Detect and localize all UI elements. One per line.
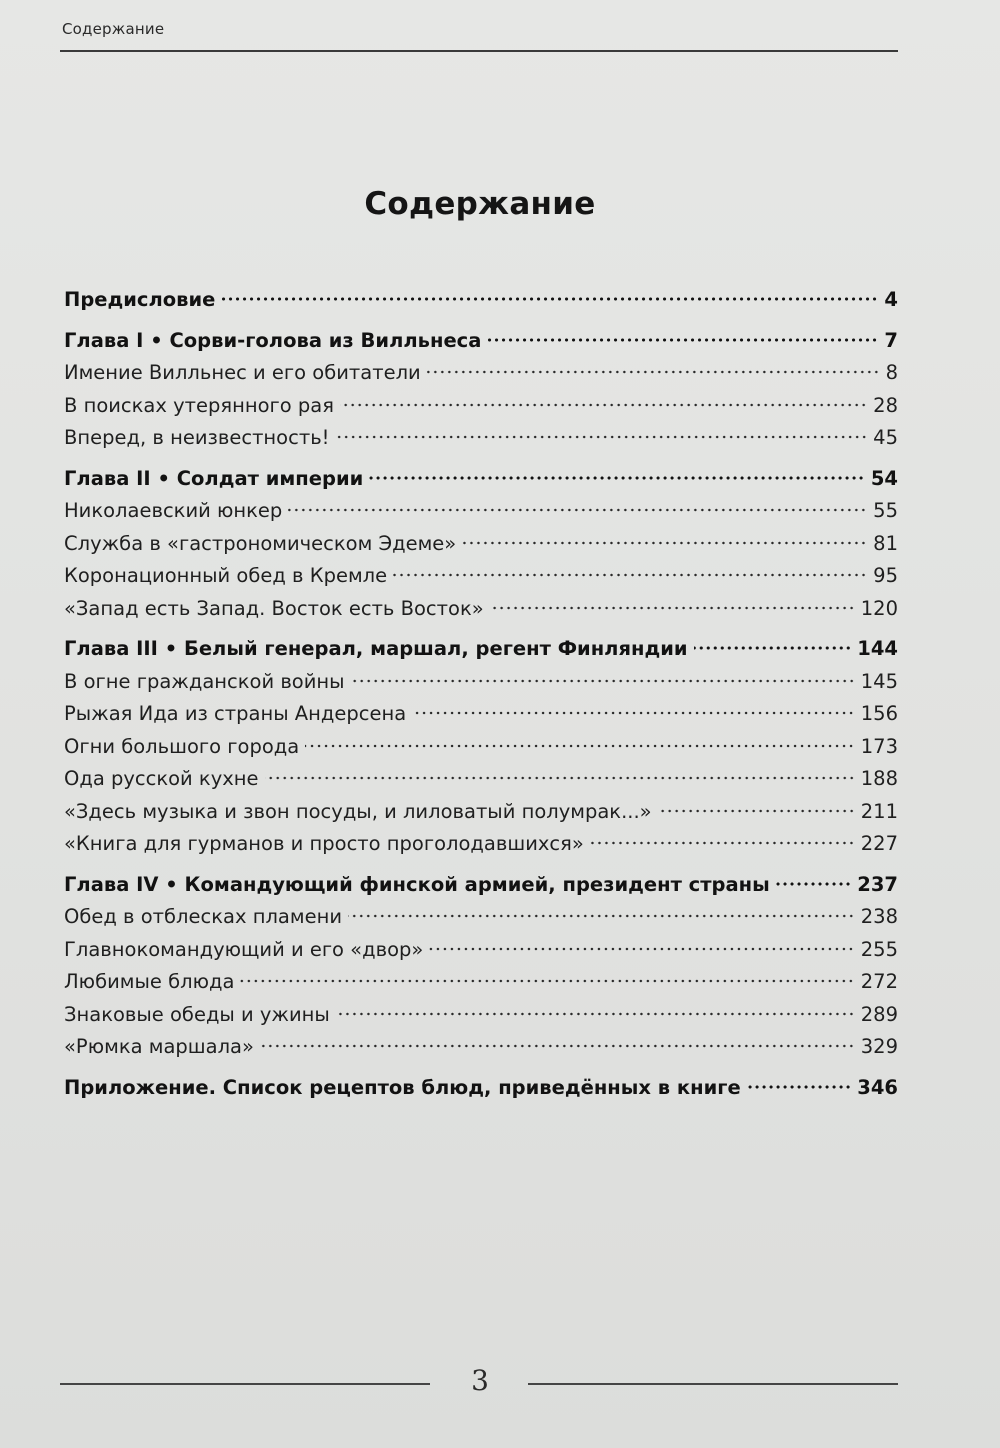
toc-chapter-entry bbox=[64, 467, 898, 500]
toc-entry-page-number: 4 bbox=[884, 288, 898, 311]
toc-section-entry bbox=[64, 702, 898, 735]
dot-leader bbox=[427, 370, 880, 374]
toc-entry-page-number: 55 bbox=[873, 499, 898, 522]
toc-entry-page-number: 227 bbox=[860, 832, 898, 855]
dot-leader bbox=[412, 711, 855, 715]
toc-entry-page-number: 145 bbox=[860, 669, 898, 693]
toc-chapter-entry bbox=[64, 329, 898, 362]
toc-entry-page-number: 272 bbox=[860, 970, 898, 993]
toc-section-entry bbox=[64, 905, 898, 938]
toc-entry-title: Коронационный обед в Кремле bbox=[64, 564, 388, 587]
toc-section-entry bbox=[64, 564, 898, 597]
toc-section-entry bbox=[64, 532, 898, 565]
dot-leader bbox=[429, 947, 854, 951]
dot-leader bbox=[776, 882, 852, 886]
toc-entry-title: «Книга для гурманов и просто проголодавшихся» bbox=[64, 832, 584, 855]
dot-leader bbox=[351, 679, 855, 683]
toc-section-entry bbox=[64, 800, 898, 833]
toc-entry-title: Глава III • Белый генерал, маршал, регент Финляндии bbox=[64, 637, 688, 660]
toc-entry-title: Приложение. Список рецептов блюд, приведённых в книге bbox=[64, 1075, 741, 1099]
toc-entry-title: Имение Вилльнес и его обитатели bbox=[64, 361, 421, 384]
toc-entry-title: Знаковые обеды и ужины bbox=[64, 1002, 330, 1026]
dot-leader bbox=[462, 541, 867, 545]
toc-entry-page-number: 289 bbox=[860, 1002, 898, 1026]
toc-entry-page-number: 255 bbox=[860, 937, 898, 961]
toc-entry-title: Рыжая Ида из страны Андерсена bbox=[64, 702, 407, 725]
toc-entry-page-number: 144 bbox=[857, 637, 898, 660]
toc-chapter-entry bbox=[64, 637, 898, 670]
toc-section-entry bbox=[64, 670, 898, 703]
dot-leader bbox=[694, 646, 852, 650]
toc-section-entry bbox=[64, 361, 898, 394]
toc-section-entry bbox=[64, 499, 898, 532]
toc-entry-title: Глава IV • Командующий финской армией, президент страны bbox=[64, 872, 770, 896]
toc-section-entry bbox=[64, 767, 898, 800]
toc-section-entry bbox=[64, 394, 898, 427]
page-number: 3 bbox=[471, 1364, 489, 1397]
toc-entry-title: Николаевский юнкер bbox=[64, 499, 283, 522]
dot-leader bbox=[260, 1044, 855, 1048]
dot-leader bbox=[487, 338, 878, 342]
dot-leader bbox=[265, 776, 855, 780]
dot-leader bbox=[305, 744, 855, 748]
toc-entry-page-number: 8 bbox=[885, 361, 898, 384]
toc-entry-title: Глава I • Сорви-голова из Вилльнеса bbox=[64, 328, 482, 352]
toc-entry-title: «Запад есть Запад. Восток есть Восток» bbox=[64, 596, 484, 620]
toc-entry-page-number: 329 bbox=[860, 1035, 898, 1058]
toc-entry-title: Главнокомандующий и его «двор» bbox=[64, 937, 424, 961]
dot-leader bbox=[336, 1012, 855, 1016]
toc-entry-title: Глава II • Солдат империи bbox=[64, 466, 364, 490]
dot-leader bbox=[288, 508, 867, 512]
toc-chapter-entry bbox=[64, 1076, 898, 1109]
toc-entry-page-number: 81 bbox=[873, 531, 898, 555]
dot-leader bbox=[490, 606, 855, 610]
toc-section-entry bbox=[64, 1003, 898, 1036]
toc-section-entry bbox=[64, 938, 898, 971]
toc-entry-title: В поисках утерянного рая bbox=[64, 393, 334, 417]
toc-entry-title: Обед в отблесках пламени bbox=[64, 905, 342, 928]
dot-leader bbox=[393, 573, 867, 577]
table-of-contents bbox=[64, 288, 898, 1108]
toc-entry-page-number: 28 bbox=[873, 393, 898, 417]
toc-section-entry bbox=[64, 735, 898, 768]
dot-leader bbox=[221, 297, 878, 301]
toc-section-entry bbox=[64, 597, 898, 630]
toc-entry-page-number: 45 bbox=[873, 426, 898, 449]
toc-entry-page-number: 188 bbox=[860, 767, 898, 790]
toc-entry-title: В огне гражданской войны bbox=[64, 669, 345, 693]
toc-chapter-entry bbox=[64, 873, 898, 906]
toc-section-entry bbox=[64, 970, 898, 1003]
toc-chapter-entry bbox=[64, 288, 898, 321]
header-rule bbox=[60, 50, 898, 52]
toc-entry-page-number: 173 bbox=[860, 734, 898, 758]
toc-entry-page-number: 7 bbox=[884, 328, 898, 352]
toc-entry-page-number: 120 bbox=[860, 596, 898, 620]
toc-entry-page-number: 95 bbox=[873, 564, 898, 587]
dot-leader bbox=[590, 841, 855, 845]
dot-leader bbox=[747, 1085, 852, 1089]
toc-entry-title: Вперед, в неизвестность! bbox=[64, 426, 330, 449]
dot-leader bbox=[369, 476, 865, 480]
toc-entry-page-number: 54 bbox=[870, 466, 898, 490]
toc-entry-title: Огни большого города bbox=[64, 734, 300, 758]
toc-entry-title: Ода русской кухне bbox=[64, 767, 259, 790]
toc-section-entry bbox=[64, 426, 898, 459]
toc-entry-title: «Здесь музыка и звон посуды, и лиловатый полумрак...» bbox=[64, 799, 652, 823]
toc-entry-page-number: 237 bbox=[857, 872, 898, 896]
dot-leader bbox=[336, 435, 868, 439]
toc-entry-title: Любимые блюда bbox=[64, 970, 235, 993]
footer-rule-left bbox=[60, 1383, 430, 1385]
toc-entry-page-number: 346 bbox=[857, 1075, 898, 1099]
toc-entry-page-number: 211 bbox=[860, 799, 898, 823]
dot-leader bbox=[240, 979, 854, 983]
toc-entry-title: Предисловие bbox=[64, 288, 216, 311]
page-title: Содержание bbox=[364, 186, 596, 222]
toc-entry-page-number: 156 bbox=[860, 702, 898, 725]
dot-leader bbox=[348, 914, 855, 918]
dot-leader bbox=[340, 403, 867, 407]
toc-section-entry bbox=[64, 832, 898, 865]
toc-section-entry bbox=[64, 1035, 898, 1068]
toc-entry-title: Служба в «гастрономическом Эдеме» bbox=[64, 531, 457, 555]
footer-rule-right bbox=[528, 1383, 898, 1385]
dot-leader bbox=[658, 809, 855, 813]
running-head: Содержание bbox=[62, 20, 165, 38]
toc-entry-page-number: 238 bbox=[860, 905, 898, 928]
toc-entry-title: «Рюмка маршала» bbox=[64, 1035, 254, 1058]
